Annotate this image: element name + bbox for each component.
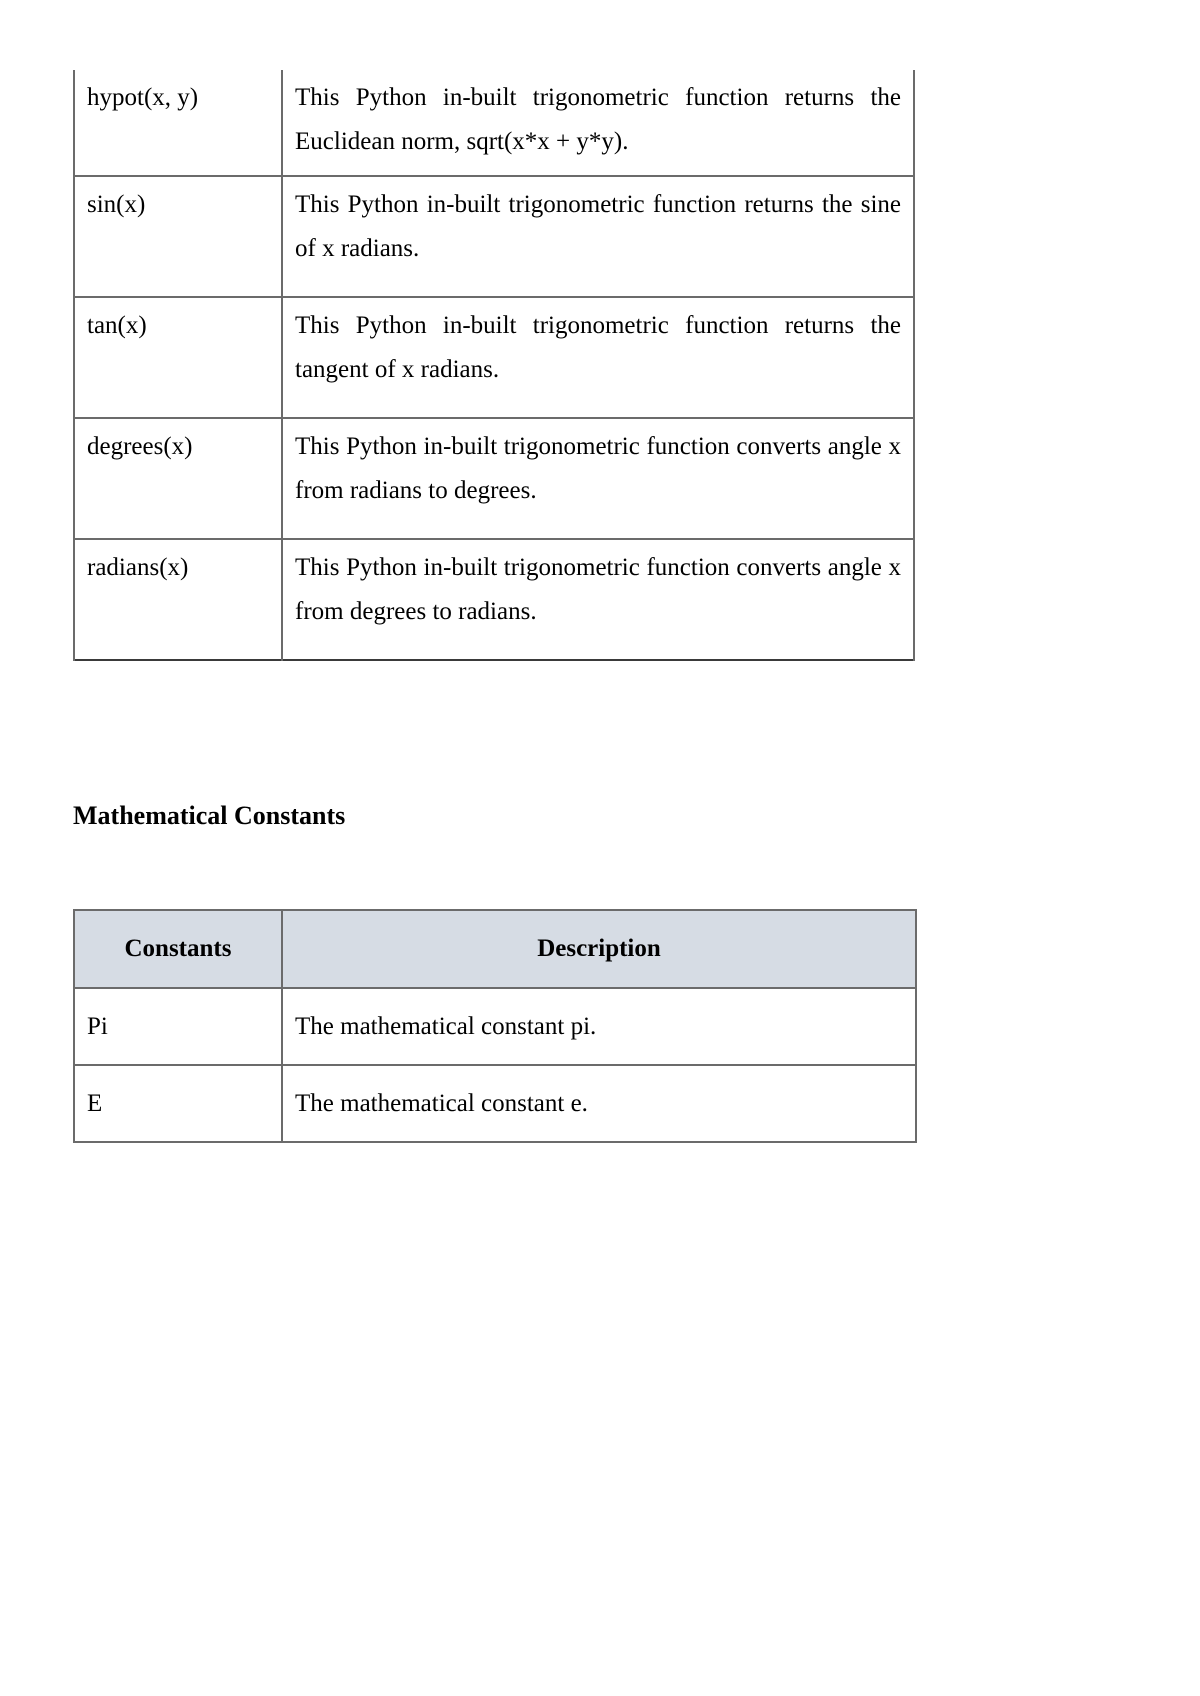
function-name: degrees(x) — [74, 418, 282, 539]
function-description: This Python in-built trigonometric function converts angle x from radians to degrees. — [282, 418, 914, 539]
table-row — [74, 176, 914, 297]
constant-description: The mathematical constant pi. — [282, 988, 916, 1065]
function-name: hypot(x, y) — [74, 70, 282, 176]
constant-description: The mathematical constant e. — [282, 1065, 916, 1142]
table-row — [74, 70, 914, 176]
function-description: This Python in-built trigonometric function returns the sine of x radians. — [282, 176, 914, 297]
table-row — [74, 418, 914, 539]
function-name: radians(x) — [74, 539, 282, 660]
table-row — [74, 539, 914, 660]
section-heading-mathematical-constants: Mathematical Constants — [73, 801, 346, 830]
constant-name: Pi — [74, 988, 282, 1065]
table-row — [74, 1065, 916, 1142]
trig-functions-table — [73, 70, 915, 661]
function-name: tan(x) — [74, 297, 282, 418]
table-row — [74, 297, 914, 418]
table-header-row — [74, 910, 916, 988]
function-description: This Python in-built trigonometric function returns the Euclidean norm, sqrt(x*x + y*y). — [282, 70, 914, 176]
table-row — [74, 988, 916, 1065]
function-name: sin(x) — [74, 176, 282, 297]
column-header-constants: Constants — [74, 910, 282, 988]
function-description: This Python in-built trigonometric function returns the tangent of x radians. — [282, 297, 914, 418]
constants-table — [73, 909, 917, 1143]
constant-name: E — [74, 1065, 282, 1142]
function-description: This Python in-built trigonometric function converts angle x from degrees to radians. — [282, 539, 914, 660]
column-header-description: Description — [282, 910, 916, 988]
